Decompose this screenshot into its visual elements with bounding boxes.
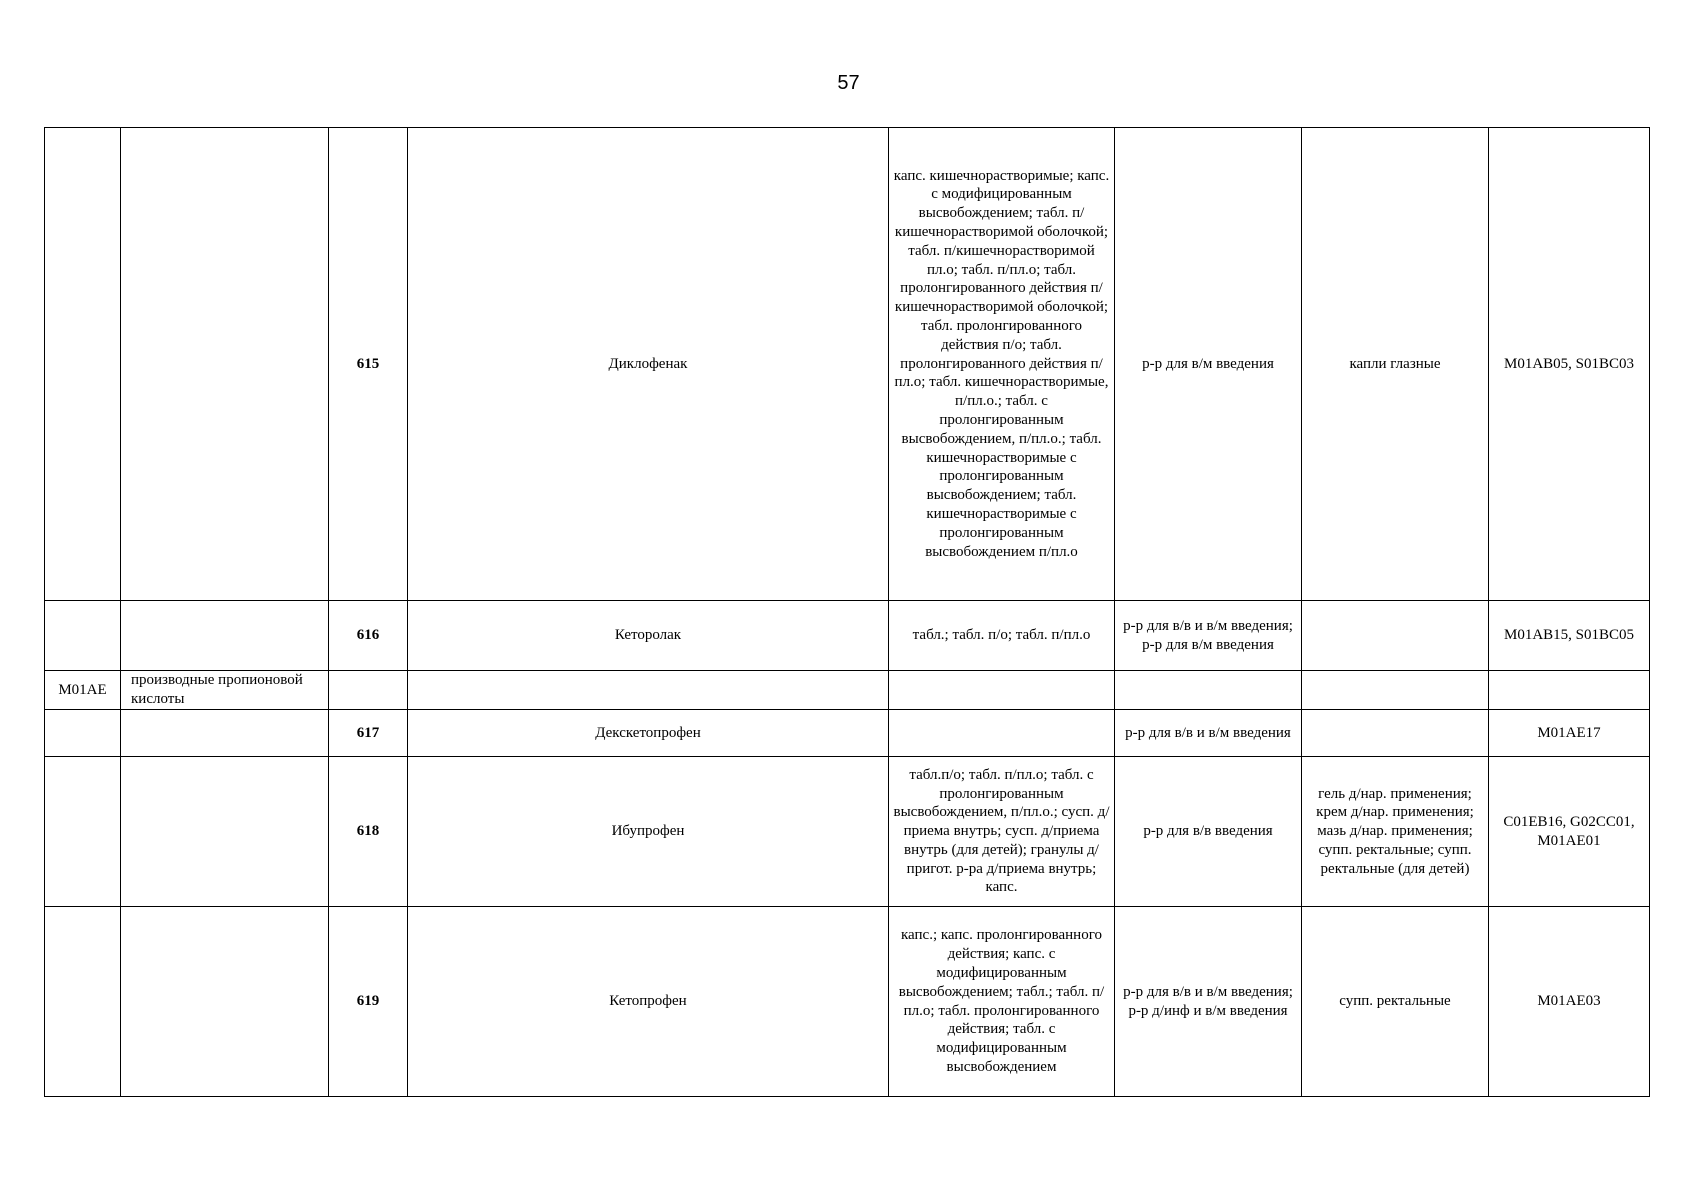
drug-name-cell: Диклофенак <box>408 128 889 601</box>
table-row <box>45 671 1650 710</box>
oral-forms-cell: табл.п/о; табл. п/пл.о; табл. с пролонгированным высвобождением, п/пл.о.; сусп. д/приема внутрь; сусп. д/приема внутрь (для детей); гранулы д/пригот. р-ра д/приема внутрь; капс. <box>889 757 1115 907</box>
other-forms-cell <box>1302 710 1489 757</box>
drug-name-cell: Кеторолак <box>408 601 889 671</box>
page-number: 57 <box>837 72 860 94</box>
parenteral-forms-cell: р-р для в/в и в/м введения; р-р для в/м введения <box>1115 601 1302 671</box>
row-number-cell: 615 <box>329 128 408 601</box>
group-name-cell <box>121 757 329 907</box>
atc-group-code-cell <box>45 907 121 1097</box>
atc-code-cell: C01EB16, G02CC01, M01AE01 <box>1489 757 1650 907</box>
table-row <box>45 601 1650 671</box>
table-row <box>45 128 1650 601</box>
parenteral-forms-cell: р-р для в/в и в/м введения <box>1115 710 1302 757</box>
drug-name-cell <box>408 671 889 710</box>
parenteral-forms-cell: р-р для в/м введения <box>1115 128 1302 601</box>
drug-name-cell: Декскетопрофен <box>408 710 889 757</box>
row-number-cell: 616 <box>329 601 408 671</box>
group-name-cell <box>121 710 329 757</box>
other-forms-cell <box>1302 671 1489 710</box>
oral-forms-cell: капс. кишечнорастворимые; капс. с модифицированным высвобождением; табл. п/кишечнорастворимой оболочкой; табл. п/кишечнорастворимой пл.о; табл. п/пл.о; табл. пролонгированного действия п/кишечнорастворимой оболочкой; табл. пролонгированного действия п/о; табл. пролонгированного действия п/пл.о; табл. кишечнорастворимые, п/пл.о.; табл. с пролонгированным высвобождением, п/пл.о.; табл. кишечнорастворимые с пролонгированным высвобождением; табл. кишечнорастворимые с пролонгированным высвобождением п/пл.о <box>889 128 1115 601</box>
atc-code-cell: M01AB05, S01BC03 <box>1489 128 1650 601</box>
table-row <box>45 907 1650 1097</box>
group-name-cell <box>121 601 329 671</box>
atc-group-code-cell <box>45 601 121 671</box>
atc-group-code-cell <box>45 128 121 601</box>
parenteral-forms-cell <box>1115 671 1302 710</box>
oral-forms-cell: табл.; табл. п/о; табл. п/пл.о <box>889 601 1115 671</box>
row-number-cell <box>329 671 408 710</box>
drug-name-cell: Кетопрофен <box>408 907 889 1097</box>
other-forms-cell: супп. ректальные <box>1302 907 1489 1097</box>
other-forms-cell: гель д/нар. применения; крем д/нар. применения; мазь д/нар. применения; супп. ректальные; супп. ректальные (для детей) <box>1302 757 1489 907</box>
atc-group-code-cell <box>45 710 121 757</box>
atc-code-cell <box>1489 671 1650 710</box>
atc-code-cell: M01AE17 <box>1489 710 1650 757</box>
oral-forms-cell <box>889 671 1115 710</box>
atc-group-code-cell <box>45 757 121 907</box>
drug-table <box>44 127 1650 1097</box>
atc-code-cell: M01AE03 <box>1489 907 1650 1097</box>
row-number-cell: 617 <box>329 710 408 757</box>
oral-forms-cell <box>889 710 1115 757</box>
group-name-cell: производные пропионовой кислоты <box>121 671 329 710</box>
row-number-cell: 619 <box>329 907 408 1097</box>
parenteral-forms-cell: р-р для в/в и в/м введения; р-р д/инф и в/м введения <box>1115 907 1302 1097</box>
other-forms-cell <box>1302 601 1489 671</box>
other-forms-cell: капли глазные <box>1302 128 1489 601</box>
group-name-cell <box>121 907 329 1097</box>
row-number-cell: 618 <box>329 757 408 907</box>
table-row <box>45 757 1650 907</box>
atc-group-code-cell: M01AE <box>45 671 121 710</box>
drug-name-cell: Ибупрофен <box>408 757 889 907</box>
parenteral-forms-cell: р-р для в/в введения <box>1115 757 1302 907</box>
group-name-cell <box>121 128 329 601</box>
atc-code-cell: M01AB15, S01BC05 <box>1489 601 1650 671</box>
oral-forms-cell: капс.; капс. пролонгированного действия; капс. с модифицированным высвобождением; табл.; табл. п/пл.о; табл. пролонгированного действия; табл. с модифицированным высвобождением <box>889 907 1115 1097</box>
table-row <box>45 710 1650 757</box>
